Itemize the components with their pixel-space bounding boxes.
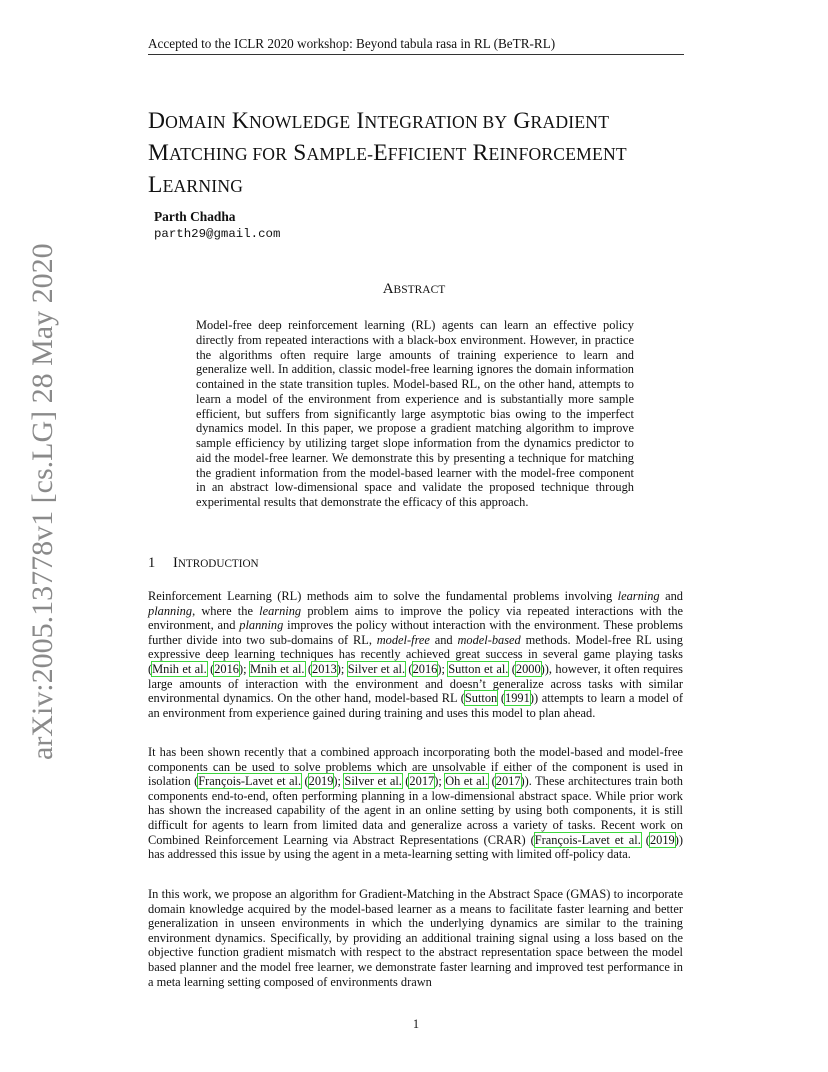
abstract-heading: ABSTRACT: [382, 281, 446, 297]
citation-link[interactable]: Sutton et al.: [448, 661, 509, 676]
citation-link[interactable]: 2000: [515, 661, 541, 676]
intro-paragraph-2: It has been shown recently that a combined approach incorporating both the model-based and model-free components can be used to solve problems which are unsolvable if either of the component is used in isolation (François-Lavet et al. (2019); Silver et al. (2017); Oh et al. (2017)). These architectures train both components end-to-end, often performing planning in a low-dimensional abstract space. While prior work has shown the increased capability of the agent in an online setting by using both components, it is still difficult for agents to learn from limited data and generalize across a variety of tasks. Recent work on Combined Reinforcement Learning via Abstract Representations (CRAR) (François-Lavet et al. (2019)) has addressed this issue by using the agent in a meta-learning setting with limited off-policy data.: [148, 745, 683, 862]
citation-link[interactable]: Mnih et al.: [152, 661, 207, 676]
citation-link[interactable]: 2016: [214, 661, 239, 676]
header-rule: [148, 54, 684, 55]
citation-link[interactable]: 2016: [412, 661, 438, 676]
citation-link[interactable]: 2017: [409, 774, 435, 789]
paper-title: DOMAIN KNOWLEDGE INTEGRATION BY GRADIENT MATCHING FOR SAMPLE-EFFICIENT REINFORCEMENT LEARNING: [148, 108, 627, 198]
intro-paragraph-3: In this work, we propose an algorithm for Gradient-Matching in the Abstract Space (GMAS) to incorporate domain knowledge acquired by the model-based learner as a means to facilitate faster learning and better generalization in unseen environments in which the underlying dynamics are similar to the training environment dynamics. Specifically, by providing an additional training signal using a loss based on the objective function gradient mismatch with respect to the abstract representation space between the model based planner and the model free learner, we demonstrate faster learning and improved test performance in a meta learning setting composed of environments drawn: [148, 887, 683, 989]
running-header: Accepted to the ICLR 2020 workshop: Beyond tabula rasa in RL (BeTR-RL): [148, 36, 556, 51]
citation-link[interactable]: 2019: [649, 832, 675, 847]
arxiv-side-stamp: arXiv:2005.13778v1 [cs.LG] 28 May 2020: [26, 243, 59, 760]
author-email: parth29@gmail.com: [154, 227, 281, 241]
citation-link[interactable]: François-Lavet et al.: [198, 774, 302, 789]
citation-link[interactable]: Silver et al.: [347, 661, 406, 676]
citation-link[interactable]: 2017: [495, 774, 521, 789]
citation-link[interactable]: 2019: [308, 774, 334, 789]
section-heading-introduction: 1 INTRODUCTION: [148, 555, 259, 571]
citation-link[interactable]: François-Lavet et al.: [534, 832, 641, 847]
citation-link[interactable]: Sutton: [464, 691, 498, 706]
intro-paragraph-1: Reinforcement Learning (RL) methods aim to solve the fundamental problems involving learning and planning, where the learning problem aims to improve the policy via repeated interactions with the environment, and planning improves the policy without interaction with the environment. These problems further divide into two sub-domains of RL, model-free and model-based methods. Model-free RL using expressive deep learning techniques has recently achieved great success in several game playing tasks (Mnih et al. (2016); Mnih et al. (2013); Silver et al. (2016); Sutton et al. (2000)), however, it often requires large amounts of interaction with the environment and doesn’t generalize across tasks with similar environmental dynamics. On the other hand, model-based RL (Sutton (1991)) attempts to learn a model of an environment from experience gained during training and uses this model to plan ahead.: [148, 589, 684, 720]
abstract-text: Model-free deep reinforcement learning (RL) agents can learn an effective policy directly from repeated interactions with a black-box environment. However, in practice the algorithms often require large amounts of training experience to learn and generalize well. In addition, classic model-free learning ignores the domain information contained in the state transition tuples. Model-based RL, on the other hand, attempts to learn a model of the environment from experience and is substantially more sample efficient, but suffers from significantly large asymptotic bias owing to the imperfect dynamics model. In this paper, we propose a gradient matching algorithm to improve sample efficiency by utilizing target slope information from the dynamics predictor to aid the model-free learner. We demonstrate this by presenting a technique for matching the gradient information from the model-based learner with the model-free component in an abstract low-dimensional space and validate the proposed technique through experimental results that demonstrate the efficacy of this approach.: [196, 318, 634, 509]
page-number: 1: [412, 1017, 420, 1031]
author-name: Parth Chadha: [154, 209, 236, 224]
citation-link[interactable]: Mnih et al.: [249, 661, 305, 676]
citation-link[interactable]: Silver et al.: [344, 774, 402, 789]
citation-link[interactable]: Oh et al.: [445, 774, 489, 789]
citation-link[interactable]: 1991: [505, 691, 530, 706]
citation-link[interactable]: 2013: [312, 661, 337, 676]
